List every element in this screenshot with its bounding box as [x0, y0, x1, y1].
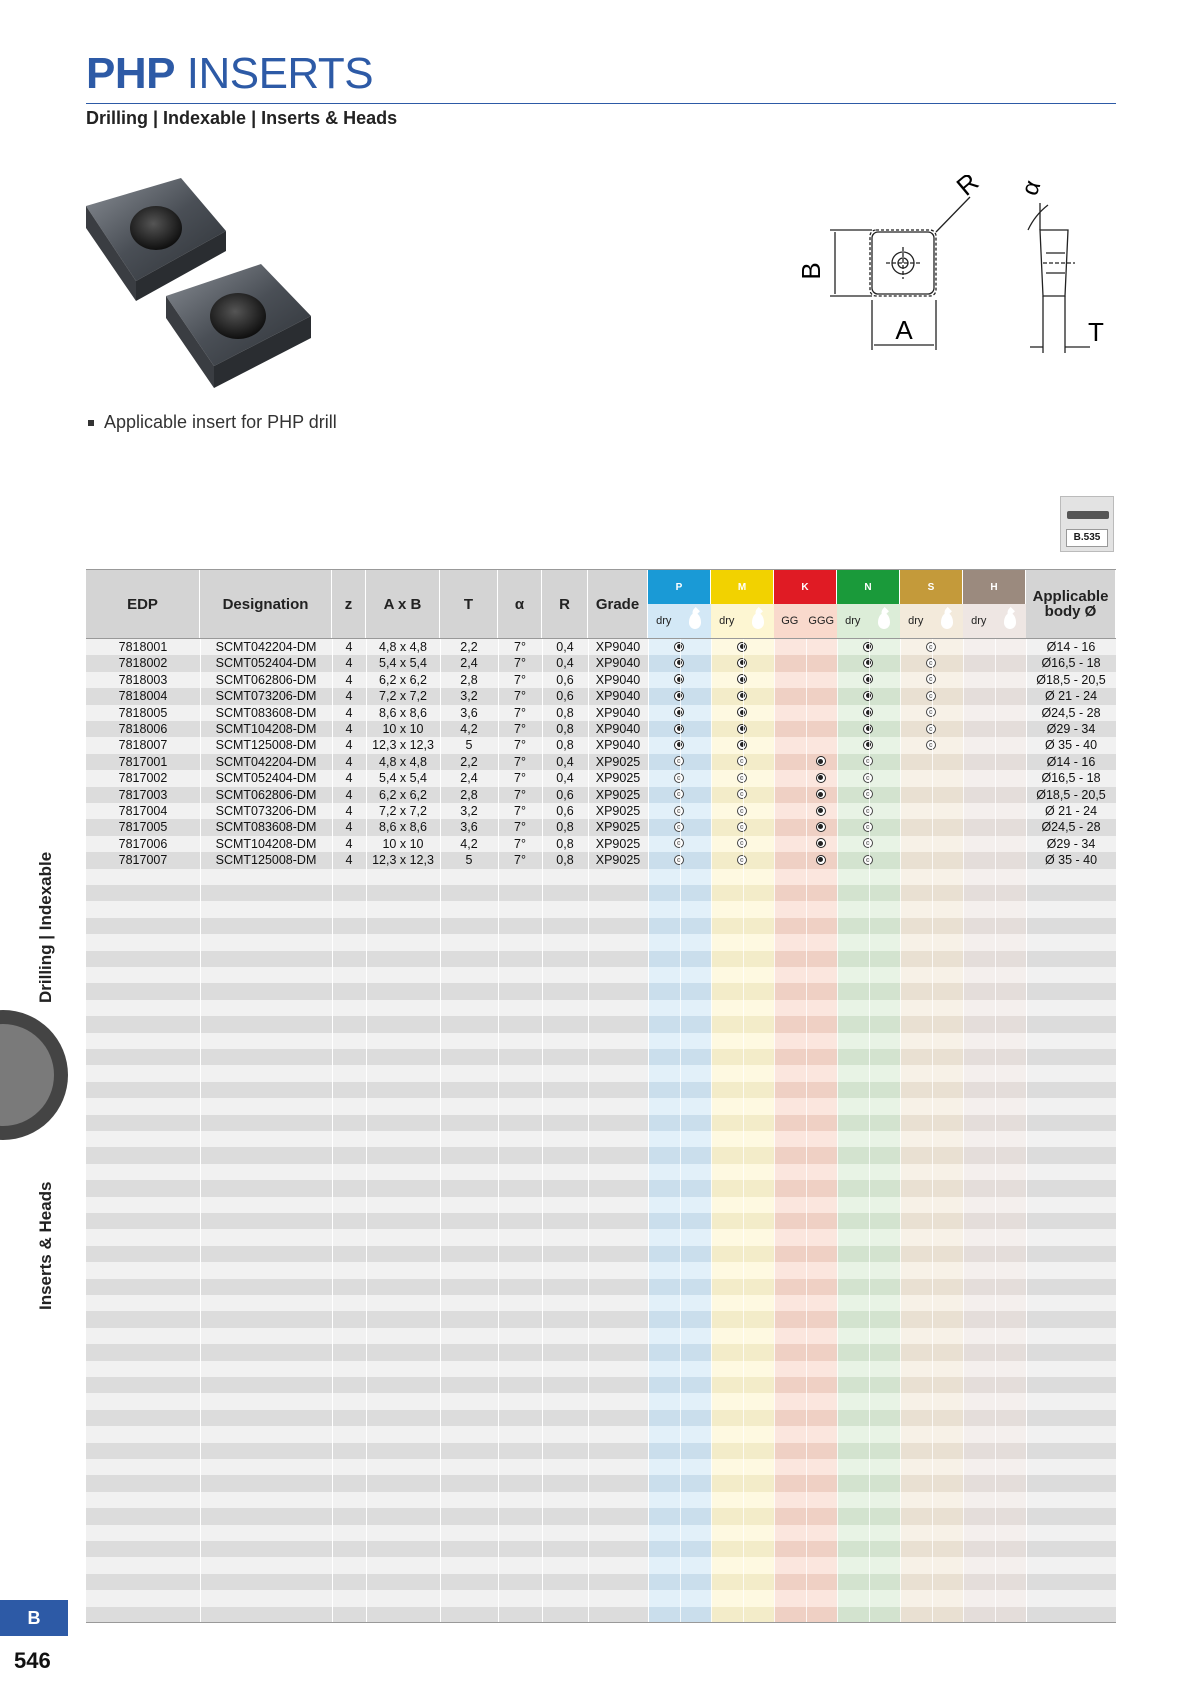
table-row	[86, 721, 1116, 737]
table-row	[86, 836, 1116, 852]
cell-body: Ø 35 - 40	[1044, 853, 1098, 868]
table-row	[86, 1180, 1116, 1196]
cell-z: 4	[345, 705, 353, 720]
sub-column-divider	[932, 639, 933, 1623]
material-k-header: K	[774, 570, 837, 604]
cell-designation: SCMT083608-DM	[215, 705, 317, 720]
cell-t: 3,6	[460, 705, 478, 720]
primary-application-icon	[816, 756, 826, 766]
cell-z: 4	[345, 640, 353, 654]
drop-icon	[878, 613, 890, 629]
cell-alpha: 7°	[514, 853, 526, 868]
insert-shape-back	[86, 178, 226, 301]
cell-designation: SCMT052404-DM	[215, 656, 317, 671]
col-body-line2: body Ø	[1044, 603, 1097, 620]
reference-label: B.535	[1066, 529, 1108, 547]
table-header	[86, 569, 1116, 639]
cell-body: Ø14 - 16	[1046, 754, 1096, 769]
table-row	[86, 1475, 1116, 1491]
sub-label-dry: dry	[900, 604, 932, 638]
page-title	[86, 49, 374, 98]
cell-r: 0,6	[556, 787, 574, 802]
cell-designation: SCMT083608-DM	[215, 820, 317, 835]
cell-alpha: 7°	[514, 656, 526, 671]
sub-label-ggg: GGG	[806, 604, 838, 638]
cell-body: Ø18,5 - 20,5	[1036, 787, 1106, 802]
material-h-header: H	[963, 570, 1026, 604]
cell-edp: 7818001	[118, 640, 168, 654]
cell-grade: XP9025	[595, 771, 641, 786]
col-r: R	[542, 570, 588, 638]
cell-r: 0,8	[556, 836, 574, 851]
cell-r: 0,8	[556, 738, 574, 753]
cell-t: 4,2	[460, 836, 478, 851]
col-axb: A x B	[366, 570, 440, 638]
cell-alpha: 7°	[514, 705, 526, 720]
cell-designation: SCMT125008-DM	[215, 853, 317, 868]
cell-designation: SCMT042204-DM	[215, 640, 317, 654]
cell-axb: 8,6 x 8,6	[379, 820, 427, 835]
cell-r: 0,8	[556, 705, 574, 720]
page-subtitle: Drilling | Indexable | Inserts & Heads	[86, 108, 398, 128]
cell-edp: 7817003	[118, 787, 168, 802]
primary-application-icon	[816, 806, 826, 816]
table-body	[86, 639, 1116, 1623]
col-alpha: α	[498, 570, 542, 638]
cell-designation: SCMT042204-DM	[215, 754, 317, 769]
cell-edp: 7818003	[118, 672, 168, 687]
cell-designation: SCMT073206-DM	[215, 804, 317, 818]
cell-z: 4	[345, 738, 353, 753]
table-row	[86, 1164, 1116, 1180]
drop-icon	[689, 613, 701, 629]
table-row	[86, 803, 1116, 819]
cell-designation: SCMT073206-DM	[215, 689, 317, 704]
table-bottom-border	[86, 1622, 1116, 1623]
cell-axb: 12,3 x 12,3	[372, 853, 434, 868]
cell-z: 4	[345, 804, 353, 818]
cell-r: 0,4	[556, 640, 574, 654]
bullet-text: Applicable insert for PHP drill	[104, 412, 337, 432]
cell-edp: 7817002	[118, 771, 168, 786]
cell-axb: 7,2 x 7,2	[379, 804, 427, 818]
cell-alpha: 7°	[514, 722, 526, 736]
table-row	[86, 1607, 1116, 1623]
table-row	[86, 1426, 1116, 1442]
coolant-drop-icon	[869, 604, 901, 638]
cell-z: 4	[345, 656, 353, 671]
cell-grade: XP9040	[595, 705, 641, 720]
cell-grade: XP9025	[595, 820, 641, 835]
table-row	[86, 983, 1116, 999]
cell-t: 2,8	[460, 672, 478, 687]
bullet-square	[88, 420, 94, 426]
sub-column-divider	[963, 639, 964, 1623]
cell-edp: 7817007	[118, 853, 168, 868]
reference-link[interactable]	[1060, 496, 1114, 552]
cell-z: 4	[345, 853, 353, 868]
coolant-drop-icon	[680, 604, 712, 638]
cell-designation: SCMT062806-DM	[215, 787, 317, 802]
insert-table	[86, 569, 1116, 1623]
sub-column-divider	[806, 639, 807, 1623]
cell-r: 0,4	[556, 771, 574, 786]
cell-designation: SCMT052404-DM	[215, 771, 317, 786]
drop-icon	[1004, 613, 1016, 629]
sub-label-dry: dry	[648, 604, 680, 638]
table-row	[86, 951, 1116, 967]
cell-grade: XP9040	[595, 672, 641, 687]
cell-z: 4	[345, 787, 353, 802]
table-row	[86, 1262, 1116, 1278]
table-row	[86, 1033, 1116, 1049]
feature-bullet	[88, 412, 337, 433]
cell-t: 3,2	[460, 804, 478, 818]
table-row	[86, 1311, 1116, 1327]
cell-body: Ø18,5 - 20,5	[1036, 672, 1106, 687]
col-z: z	[332, 570, 366, 638]
cell-t: 4,2	[460, 722, 478, 736]
cell-alpha: 7°	[514, 804, 526, 818]
column-divider	[588, 639, 589, 1623]
cell-axb: 5,4 x 5,4	[379, 771, 427, 786]
cell-axb: 4,8 x 4,8	[379, 754, 427, 769]
table-row	[86, 918, 1116, 934]
material-p-header: P	[648, 570, 711, 604]
table-row	[86, 1049, 1116, 1065]
cell-r: 0,6	[556, 689, 574, 704]
primary-application-icon	[816, 838, 826, 848]
cell-edp: 7817005	[118, 820, 168, 835]
drill-head-inner	[0, 1024, 54, 1126]
section-tab[interactable]: B	[0, 1600, 68, 1636]
col-grade: Grade	[588, 570, 648, 638]
cell-alpha: 7°	[514, 689, 526, 704]
cell-body: Ø 21 - 24	[1044, 804, 1098, 818]
table-row	[86, 1525, 1116, 1541]
cell-t: 2,2	[460, 754, 478, 769]
cell-t: 2,4	[460, 771, 478, 786]
table-row	[86, 1246, 1116, 1262]
cell-designation: SCMT062806-DM	[215, 672, 317, 687]
cell-alpha: 7°	[514, 640, 526, 654]
table-row	[86, 819, 1116, 835]
material-n-header: N	[837, 570, 900, 604]
table-row	[86, 1459, 1116, 1475]
cell-grade: XP9025	[595, 836, 641, 851]
cell-grade: XP9025	[595, 754, 641, 769]
cell-grade: XP9040	[595, 640, 641, 654]
table-row	[86, 1229, 1116, 1245]
drop-icon	[941, 613, 953, 629]
col-body-line1: Applicable	[1032, 588, 1109, 605]
table-row	[86, 655, 1116, 671]
cell-t: 2,8	[460, 787, 478, 802]
cell-alpha: 7°	[514, 836, 526, 851]
col-t: T	[440, 570, 498, 638]
cell-designation: SCMT104208-DM	[215, 722, 317, 736]
cell-axb: 7,2 x 7,2	[379, 689, 427, 704]
diagram-label-b: B	[796, 262, 826, 280]
table-row	[86, 1344, 1116, 1360]
table-row	[86, 1361, 1116, 1377]
cell-axb: 10 x 10	[382, 722, 424, 736]
table-row	[86, 1197, 1116, 1213]
cell-t: 2,2	[460, 640, 478, 654]
table-row	[86, 1557, 1116, 1573]
cell-alpha: 7°	[514, 771, 526, 786]
cell-grade: XP9040	[595, 689, 641, 704]
column-divider	[366, 639, 367, 1623]
cell-r: 0,6	[556, 672, 574, 687]
table-row	[86, 1082, 1116, 1098]
cell-grade: XP9025	[595, 804, 641, 818]
cell-body: Ø16,5 - 18	[1041, 656, 1101, 671]
cell-body: Ø 35 - 40	[1044, 738, 1098, 753]
col-designation: Designation	[200, 570, 332, 638]
primary-application-icon	[816, 773, 826, 783]
sub-column-divider	[648, 639, 649, 1623]
table-row	[86, 1000, 1116, 1016]
primary-application-icon	[816, 822, 826, 832]
column-divider	[332, 639, 333, 1623]
table-row	[86, 1508, 1116, 1524]
page-number: 546	[14, 1648, 51, 1673]
cell-grade: XP9040	[595, 738, 641, 753]
cell-body: Ø 21 - 24	[1044, 689, 1098, 704]
cell-z: 4	[345, 820, 353, 835]
table-row	[86, 1574, 1116, 1590]
table-row	[86, 737, 1116, 753]
cell-t: 3,2	[460, 689, 478, 704]
cell-r: 0,8	[556, 820, 574, 835]
table-row	[86, 1016, 1116, 1032]
cell-grade: XP9040	[595, 656, 641, 671]
sub-column-divider	[743, 639, 744, 1623]
column-divider	[1026, 639, 1027, 1623]
cell-edp: 7818004	[118, 689, 168, 704]
sub-column-divider	[680, 639, 681, 1623]
table-row	[86, 1377, 1116, 1393]
table-row	[86, 1590, 1116, 1606]
table-row	[86, 1131, 1116, 1147]
cell-axb: 6,2 x 6,2	[379, 787, 427, 802]
cell-axb: 6,2 x 6,2	[379, 672, 427, 687]
cell-body: Ø24,5 - 28	[1041, 820, 1101, 835]
col-edp: EDP	[86, 570, 200, 638]
primary-application-icon	[816, 789, 826, 799]
cell-z: 4	[345, 722, 353, 736]
col-body	[1026, 570, 1116, 638]
cell-alpha: 7°	[514, 672, 526, 687]
column-divider	[542, 639, 543, 1623]
table-row	[86, 934, 1116, 950]
drill-icon	[1067, 511, 1109, 519]
cell-body: Ø29 - 34	[1046, 836, 1096, 851]
cell-axb: 10 x 10	[382, 836, 424, 851]
cell-grade: XP9040	[595, 722, 641, 736]
cell-body: Ø16,5 - 18	[1041, 771, 1101, 786]
side-label-bottom: Inserts & Heads	[36, 1181, 55, 1310]
cell-alpha: 7°	[514, 754, 526, 769]
cell-axb: 8,6 x 8,6	[379, 705, 427, 720]
cell-z: 4	[345, 754, 353, 769]
sub-column-divider	[900, 639, 901, 1623]
table-row	[86, 1492, 1116, 1508]
cell-edp: 7817006	[118, 836, 168, 851]
cell-r: 0,8	[556, 853, 574, 868]
table-row	[86, 1393, 1116, 1409]
cell-designation: SCMT125008-DM	[215, 738, 317, 753]
sub-label-dry: dry	[837, 604, 869, 638]
drill-head-graphic	[0, 1010, 68, 1140]
side-label-top: Drilling | Indexable	[36, 851, 55, 1003]
cell-grade: XP9025	[595, 787, 641, 802]
column-divider	[440, 639, 441, 1623]
cell-t: 2,4	[460, 656, 478, 671]
cell-designation: SCMT104208-DM	[215, 836, 317, 851]
coolant-drop-icon	[932, 604, 964, 638]
cell-r: 0,4	[556, 754, 574, 769]
table-row	[86, 1328, 1116, 1344]
column-divider	[498, 639, 499, 1623]
cell-t: 3,6	[460, 820, 478, 835]
cell-r: 0,6	[556, 804, 574, 818]
title-bold: PHP	[86, 49, 175, 98]
diagram-label-r: R	[950, 175, 985, 202]
cell-r: 0,4	[556, 656, 574, 671]
table-row	[86, 1213, 1116, 1229]
cell-r: 0,8	[556, 722, 574, 736]
cell-edp: 7817004	[118, 804, 168, 818]
table-row	[86, 672, 1116, 688]
table-row	[86, 967, 1116, 983]
table-row	[86, 885, 1116, 901]
cell-edp: 7818007	[118, 738, 168, 753]
insert-photo	[86, 176, 336, 396]
table-row	[86, 770, 1116, 786]
coolant-drop-icon	[995, 604, 1027, 638]
cell-z: 4	[345, 672, 353, 687]
table-row	[86, 1098, 1116, 1114]
table-row	[86, 1147, 1116, 1163]
cell-t: 5	[465, 738, 473, 753]
material-m-header: M	[711, 570, 774, 604]
table-row	[86, 1295, 1116, 1311]
cell-edp: 7818005	[118, 705, 168, 720]
table-row	[86, 1443, 1116, 1459]
sub-column-divider	[774, 639, 775, 1623]
cell-axb: 12,3 x 12,3	[372, 738, 434, 753]
cell-alpha: 7°	[514, 738, 526, 753]
diagram-label-alpha: α	[1016, 176, 1047, 200]
cell-body: Ø29 - 34	[1046, 722, 1096, 736]
coolant-drop-icon	[743, 604, 775, 638]
drop-icon	[752, 613, 764, 629]
cell-alpha: 7°	[514, 820, 526, 835]
sub-column-divider	[869, 639, 870, 1623]
table-row	[86, 688, 1116, 704]
cell-alpha: 7°	[514, 787, 526, 802]
cell-axb: 4,8 x 4,8	[379, 640, 427, 654]
cell-body: Ø14 - 16	[1046, 640, 1096, 654]
table-row	[86, 705, 1116, 721]
table-row	[86, 1115, 1116, 1131]
cell-body: Ø24,5 - 28	[1041, 705, 1101, 720]
table-row	[86, 869, 1116, 885]
table-row	[86, 1065, 1116, 1081]
table-row	[86, 852, 1116, 868]
table-row	[86, 787, 1116, 803]
title-rest: INSERTS	[186, 49, 374, 98]
insert-diagram-svg	[790, 175, 1120, 365]
cell-grade: XP9025	[595, 853, 641, 868]
sub-column-divider	[995, 639, 996, 1623]
table-row	[86, 754, 1116, 770]
cell-edp: 7818006	[118, 722, 168, 736]
primary-application-icon	[816, 855, 826, 865]
cell-z: 4	[345, 689, 353, 704]
insert-diagram	[790, 175, 1120, 365]
cell-edp: 7818002	[118, 656, 168, 671]
diagram-label-a: A	[895, 315, 913, 345]
table-row	[86, 901, 1116, 917]
table-row	[86, 1541, 1116, 1557]
cell-z: 4	[345, 836, 353, 851]
sub-label-gg: GG	[774, 604, 806, 638]
cell-axb: 5,4 x 5,4	[379, 656, 427, 671]
column-divider	[200, 639, 201, 1623]
sub-column-divider	[837, 639, 838, 1623]
table-row	[86, 639, 1116, 655]
table-row	[86, 1410, 1116, 1426]
cell-z: 4	[345, 771, 353, 786]
title-rule	[86, 103, 1116, 104]
sub-column-divider	[711, 639, 712, 1623]
sub-label-dry: dry	[963, 604, 995, 638]
material-s-header: S	[900, 570, 963, 604]
cell-edp: 7817001	[118, 754, 168, 769]
table-row	[86, 1279, 1116, 1295]
insert-shape-front	[166, 264, 311, 388]
cell-t: 5	[465, 853, 473, 868]
diagram-label-t: T	[1088, 317, 1104, 347]
sub-label-dry: dry	[711, 604, 743, 638]
